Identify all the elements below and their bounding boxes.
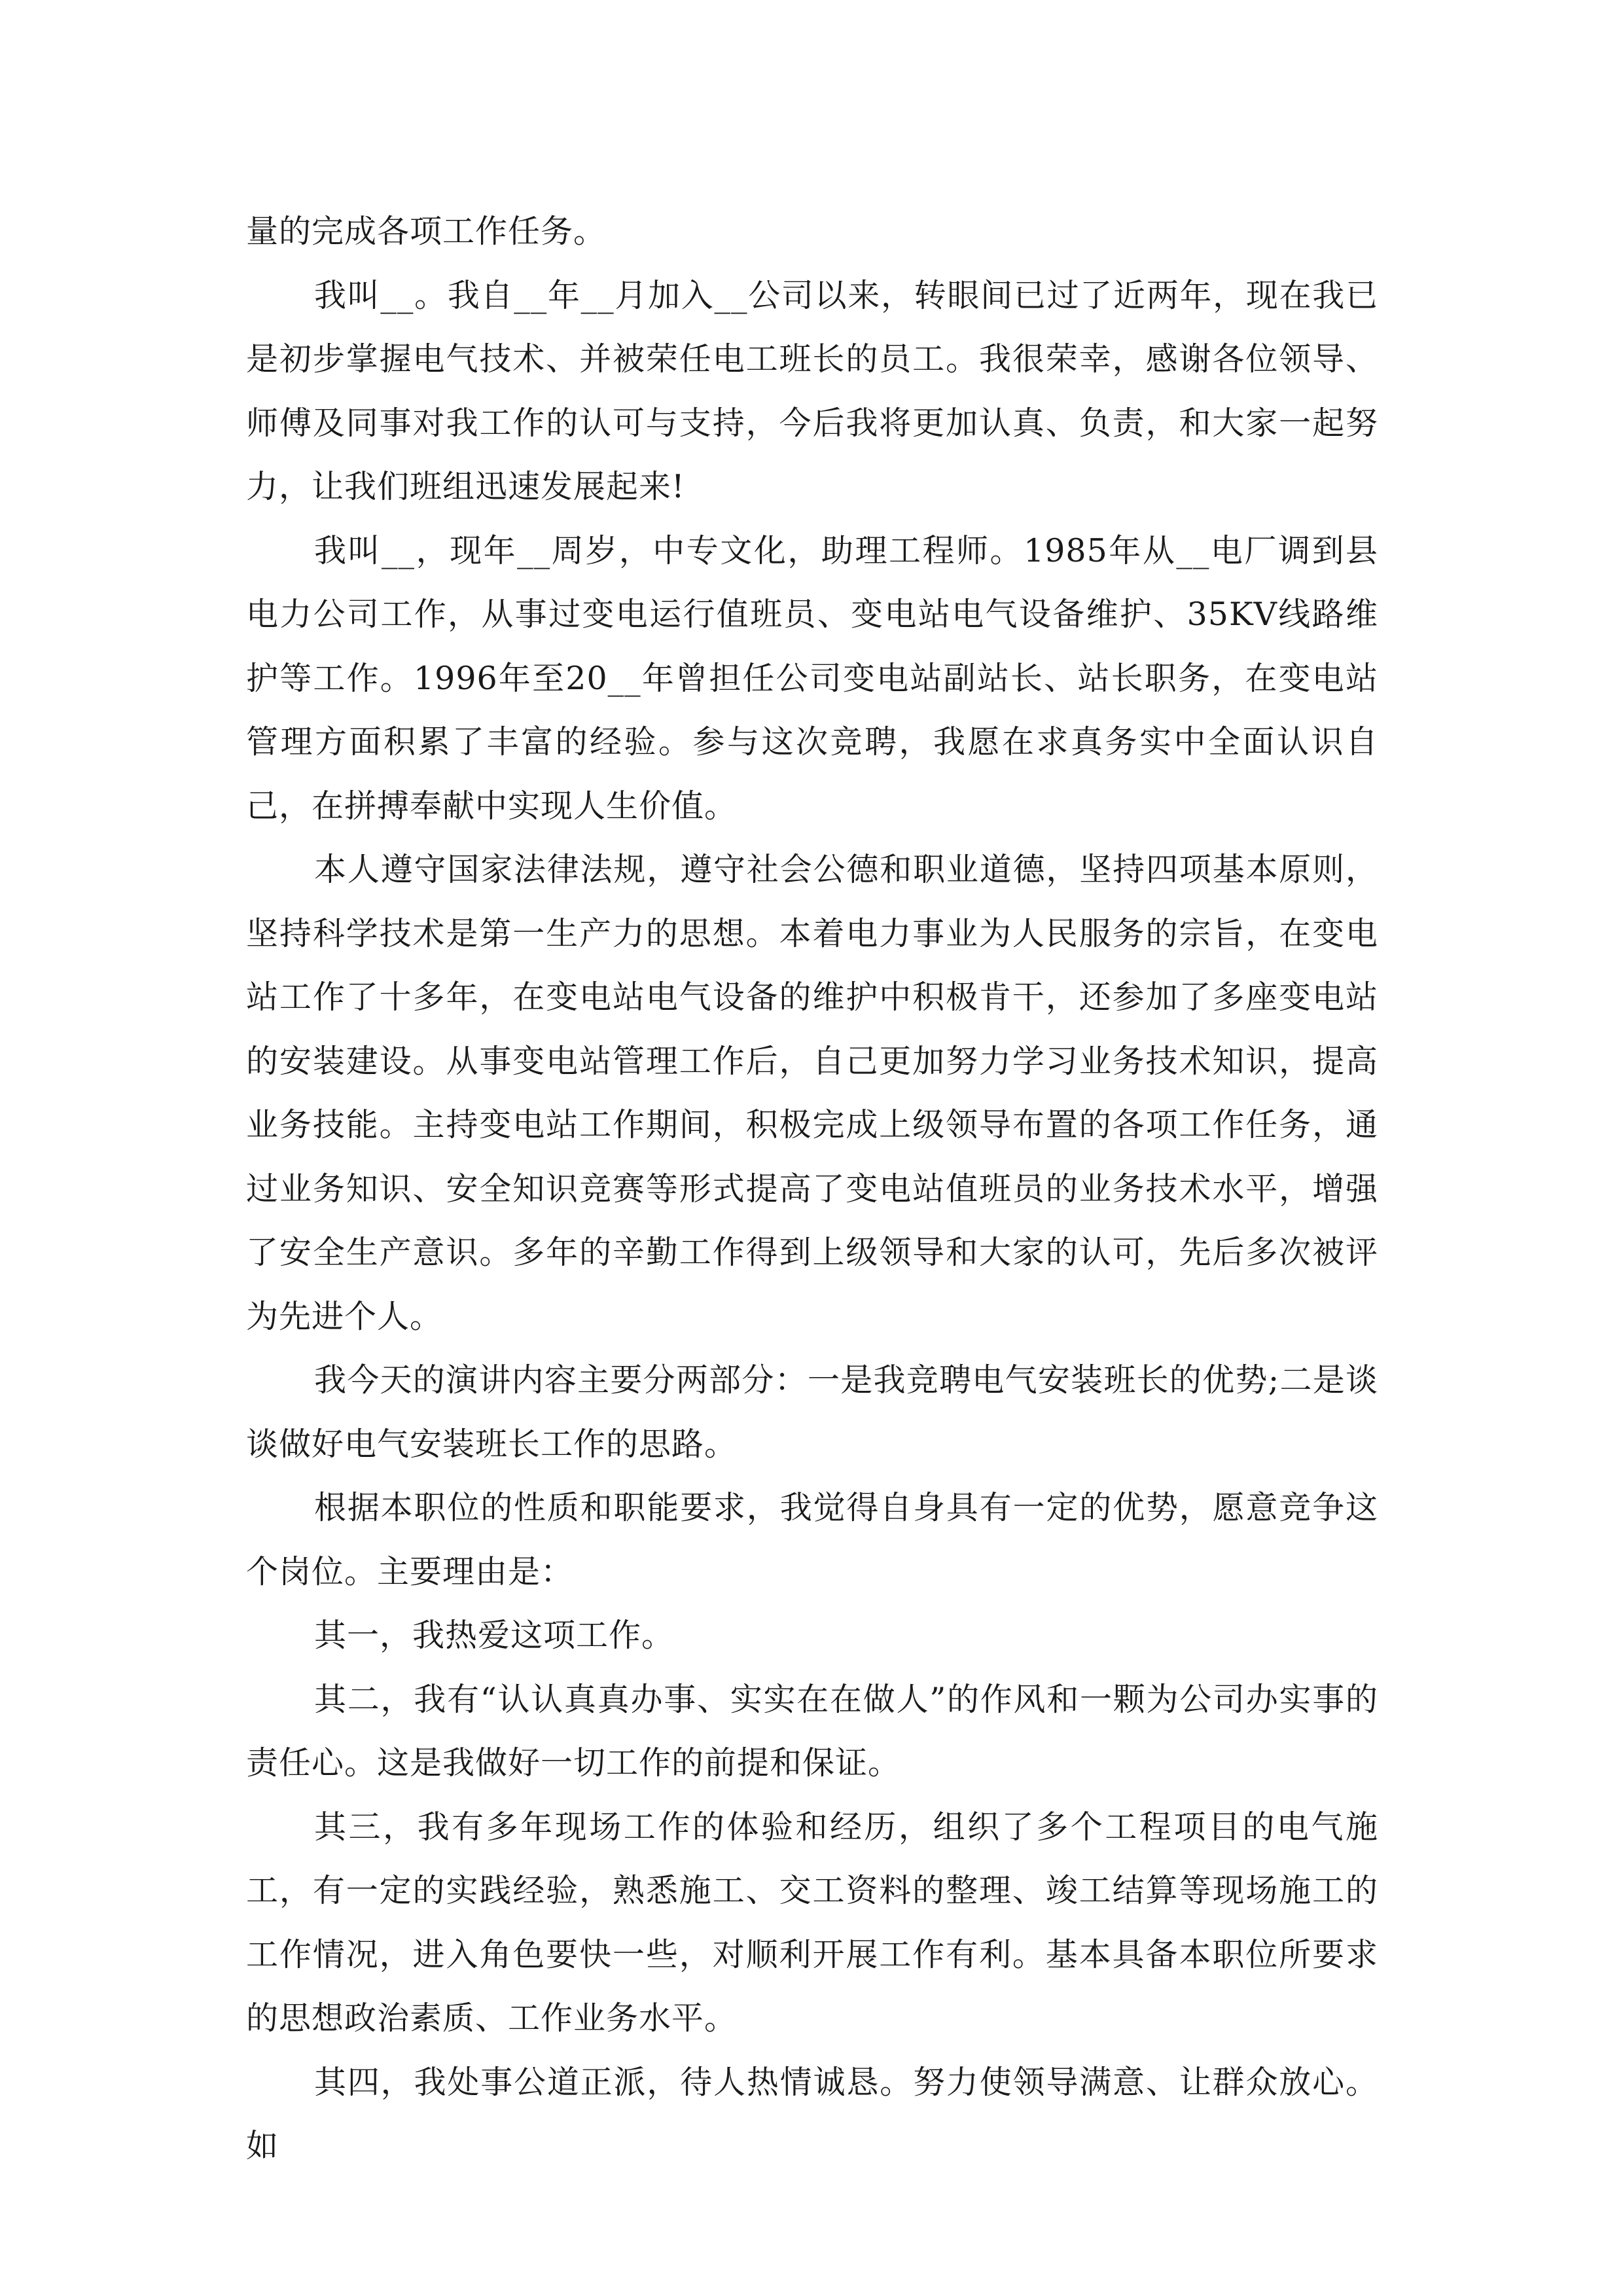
- paragraph-advantages-intro: 根据本职位的性质和职能要求，我觉得自身具有一定的优势，愿意竞争这个岗位。主要理由是：: [246, 1489, 1378, 1590]
- paragraph-reason-four: 其四，我处事公道正派，待人热情诚恳。努力使领导满意、让群众放心。如: [246, 2063, 1378, 2164]
- paragraph-reason-three: 其三，我有多年现场工作的体验和经历，组织了多个工程项目的电气施工，有一定的实践经验，熟悉施工、交工资料的整理、竣工结算等现场施工的工作情况，进入角色要快一些，对顺利开展工作有利。基本具备本职位所要求的思想政治素质、工作业务水平。: [246, 1808, 1378, 2037]
- paragraph-continuation: 量的完成各项工作任务。: [246, 213, 607, 250]
- paragraph-introduction: 我叫__。我自__年__月加入__公司以来，转眼间已过了近两年，现在我已是初步掌握电气技术、并被荣任电工班长的员工。我很荣幸，感谢各位领导、师傅及同事对我工作的认可与支持，今后我将更加认真、负责，和大家一起努力，让我们班组迅速发展起来!: [246, 276, 1378, 505]
- document-body: [246, 200, 1378, 2178]
- paragraph-speech-outline: 我今天的演讲内容主要分两部分：一是我竞聘电气安装班长的优势;二是谈谈做好电气安装班长工作的思路。: [246, 1361, 1378, 1463]
- paragraph-reason-two: 其二，我有“认认真真办事、实实在在做人”的作风和一颗为公司办实事的责任心。这是我做好一切工作的前提和保证。: [246, 1680, 1378, 1782]
- paragraph-background: 我叫__，现年__周岁，中专文化，助理工程师。1985年从__电厂调到县电力公司工作，从事过变电运行值班员、变电站电气设备维护、35KV线路维护等工作。1996年至20__年曾担任公司变电站副站长、站长职务，在变电站管理方面积累了丰富的经验。参与这次竞聘，我愿在求真务实中全面认识自己，在拼搏奉献中实现人生价值。: [246, 531, 1378, 825]
- paragraph-experience: 本人遵守国家法律法规，遵守社会公德和职业道德，坚持四项基本原则，坚持科学技术是第一生产力的思想。本着电力事业为人民服务的宗旨，在变电站工作了十多年，在变电站电气设备的维护中积极肯干，还参加了多座变电站的安装建设。从事变电站管理工作后，自己更加努力学习业务技术知识，提高业务技能。主持变电站工作期间，积极完成上级领导布置的各项工作任务，通过业务知识、安全知识竞赛等形式提高了变电站值班员的业务技术水平，增强了安全生产意识。多年的辛勤工作得到上级领导和大家的认可，先后多次被评为先进个人。: [246, 851, 1378, 1335]
- paragraph-reason-one: 其一，我热爱这项工作。: [314, 1617, 675, 1654]
